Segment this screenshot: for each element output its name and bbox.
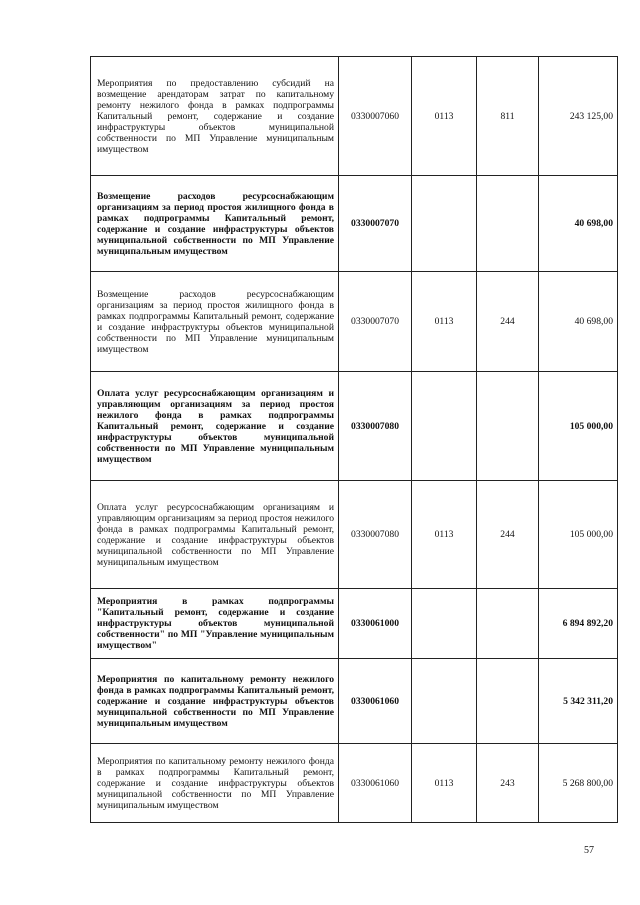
target-article-code: 0330007070 xyxy=(339,176,412,272)
expenditure-name: Мероприятия в рамках подпрограммы "Капитальный ремонт, содержание и создание инфраструктуры объектов муниципальной собственности" по МП "Управление муниципальным имуществом" xyxy=(91,589,339,659)
section-code xyxy=(412,372,477,481)
expenditure-name: Возмещение расходов ресурсоснабжающим организациям за период простоя жилищного фонда в рамках подпрограммы Капитальный ремонт, содержание и создание инфраструктуры объектов муниципальной собственности по МП Управление муниципальным имуществом xyxy=(91,176,339,272)
expense-type-code xyxy=(477,372,539,481)
expenditure-name: Оплата услуг ресурсоснабжающим организациям и управляющим организациям за период простоя нежилого фонда в рамках подпрограммы Капитальный ремонт, содержание и создание инфраструктуры объектов муниципальной собственности по МП Управление муниципальным имуществом xyxy=(91,372,339,481)
table-row xyxy=(91,57,618,176)
section-code: 0113 xyxy=(412,744,477,823)
expense-type-code xyxy=(477,176,539,272)
table-row xyxy=(91,372,618,481)
table-row xyxy=(91,744,618,823)
amount: 5 268 800,00 xyxy=(539,744,618,823)
target-article-code: 0330007080 xyxy=(339,481,412,589)
expense-type-code xyxy=(477,659,539,744)
section-code: 0113 xyxy=(412,481,477,589)
table-row xyxy=(91,481,618,589)
budget-table xyxy=(90,56,618,823)
expenditure-name: Оплата услуг ресурсоснабжающим организациям и управляющим организациям за период простоя нежилого фонда в рамках подпрограммы Капитальный ремонт, содержание и создание инфраструктуры объектов муниципальной собственности по МП Управление муниципальным имуществом xyxy=(91,481,339,589)
amount: 40 698,00 xyxy=(539,272,618,372)
target-article-code: 0330007080 xyxy=(339,372,412,481)
expense-type-code: 243 xyxy=(477,744,539,823)
expense-type-code: 244 xyxy=(477,272,539,372)
amount: 105 000,00 xyxy=(539,372,618,481)
target-article-code: 0330007070 xyxy=(339,272,412,372)
expense-type-code xyxy=(477,589,539,659)
expenditure-name: Мероприятия по капитальному ремонту нежилого фонда в рамках подпрограммы Капитальный ремонт, содержание и создание инфраструктуры объектов муниципальной собственности по МП Управление муниципальным имуществом xyxy=(91,744,339,823)
amount: 105 000,00 xyxy=(539,481,618,589)
table-row xyxy=(91,272,618,372)
section-code xyxy=(412,659,477,744)
amount: 6 894 892,20 xyxy=(539,589,618,659)
target-article-code: 0330061060 xyxy=(339,744,412,823)
section-code xyxy=(412,176,477,272)
amount: 40 698,00 xyxy=(539,176,618,272)
section-code: 0113 xyxy=(412,57,477,176)
expenditure-name: Возмещение расходов ресурсоснабжающим организациям за период простоя жилищного фонда в рамках подпрограммы Капитальный ремонт, содержание и создание инфраструктуры объектов муниципальной собственности по МП Управление муниципальным имуществом xyxy=(91,272,339,372)
section-code: 0113 xyxy=(412,272,477,372)
target-article-code: 0330007060 xyxy=(339,57,412,176)
expenditure-name: Мероприятия по предоставлению субсидий на возмещение арендаторам затрат по капитальному ремонту нежилого фонда в рамках подпрограммы Капитальный ремонт, содержание и создание инфраструктуры объектов муниципальной собственности по МП Управление муниципальным имуществом xyxy=(91,57,339,176)
page-number: 57 xyxy=(584,845,594,856)
amount: 243 125,00 xyxy=(539,57,618,176)
table-row xyxy=(91,176,618,272)
table-row xyxy=(91,659,618,744)
target-article-code: 0330061000 xyxy=(339,589,412,659)
expense-type-code: 244 xyxy=(477,481,539,589)
amount: 5 342 311,20 xyxy=(539,659,618,744)
expense-type-code: 811 xyxy=(477,57,539,176)
target-article-code: 0330061060 xyxy=(339,659,412,744)
expenditure-name: Мероприятия по капитальному ремонту нежилого фонда в рамках подпрограммы Капитальный ремонт, содержание и создание инфраструктуры объектов муниципальной собственности по МП Управление муниципальным имуществом xyxy=(91,659,339,744)
table-row xyxy=(91,589,618,659)
section-code xyxy=(412,589,477,659)
